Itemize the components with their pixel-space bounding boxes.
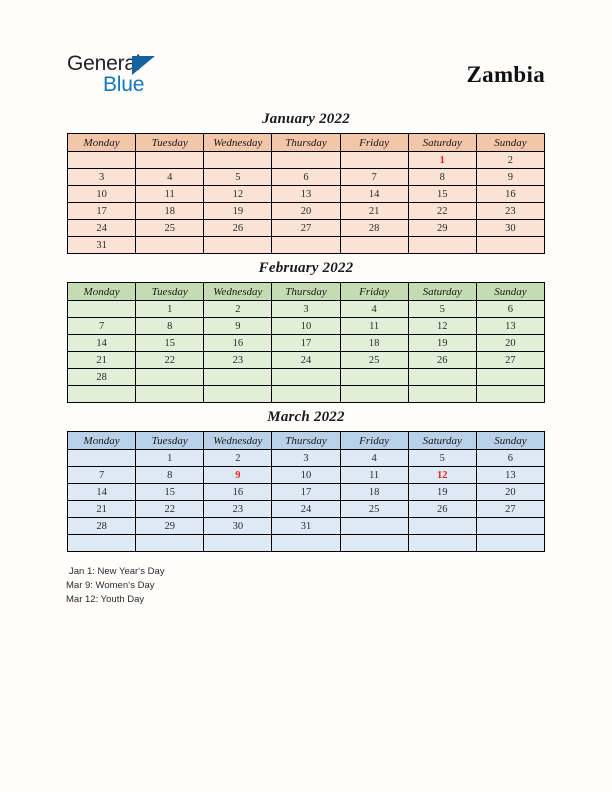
weekday-header-friday: Friday (340, 432, 408, 450)
weekday-header-friday: Friday (340, 134, 408, 152)
day-cell: 21 (68, 501, 136, 518)
day-cell: 24 (272, 352, 340, 369)
weekday-header-row (68, 134, 545, 152)
day-cell-empty (204, 237, 272, 254)
day-cell: 8 (136, 318, 204, 335)
weekday-header-tuesday: Tuesday (136, 134, 204, 152)
day-cell: 19 (204, 203, 272, 220)
day-cell-empty (68, 450, 136, 467)
day-cell: 18 (340, 335, 408, 352)
day-cell: 28 (68, 518, 136, 535)
day-cell: 11 (340, 318, 408, 335)
legend-item: Mar 9: Women‘s Day (66, 580, 155, 591)
legend-item: Mar 12: Youth Day (66, 594, 145, 605)
day-cell-empty (136, 386, 204, 403)
day-cell-empty (204, 152, 272, 169)
day-cell: 4 (340, 450, 408, 467)
day-cell: 15 (136, 484, 204, 501)
day-cell-empty (204, 535, 272, 552)
day-cell: 8 (408, 169, 476, 186)
day-cell-empty (136, 535, 204, 552)
day-cell: 27 (476, 501, 544, 518)
day-cell: 13 (476, 318, 544, 335)
day-cell: 20 (476, 484, 544, 501)
day-cell: 4 (340, 301, 408, 318)
day-cell: 3 (68, 169, 136, 186)
day-cell-empty (340, 386, 408, 403)
day-cell: 9 (204, 318, 272, 335)
week-row (68, 169, 545, 186)
day-cell: 22 (136, 501, 204, 518)
day-cell-empty (476, 386, 544, 403)
day-cell: 12 (204, 186, 272, 203)
day-cell: 5 (408, 301, 476, 318)
day-cell: 1 (136, 450, 204, 467)
day-cell: 30 (476, 220, 544, 237)
day-cell: 1 (136, 301, 204, 318)
weekday-header-friday: Friday (340, 283, 408, 301)
day-cell: 26 (408, 352, 476, 369)
week-row (68, 186, 545, 203)
day-cell-empty (136, 369, 204, 386)
weekday-header-thursday: Thursday (272, 432, 340, 450)
week-row (68, 535, 545, 552)
month-title: March 2022 (267, 409, 345, 425)
day-cell: 5 (204, 169, 272, 186)
day-cell: 12 (408, 318, 476, 335)
day-cell: 23 (476, 203, 544, 220)
day-cell-empty (408, 535, 476, 552)
day-cell: 15 (136, 335, 204, 352)
day-cell-empty (272, 237, 340, 254)
general-blue-logo (67, 52, 247, 98)
day-cell: 19 (408, 484, 476, 501)
week-row (68, 237, 545, 254)
day-cell: 21 (68, 352, 136, 369)
day-cell: 28 (68, 369, 136, 386)
day-cell-empty (340, 535, 408, 552)
day-cell: 16 (476, 186, 544, 203)
day-cell-empty (272, 535, 340, 552)
day-cell-empty (136, 152, 204, 169)
day-cell: 17 (272, 484, 340, 501)
day-cell: 23 (204, 501, 272, 518)
calendar-body (68, 432, 545, 552)
holiday-legend (66, 565, 366, 607)
week-row (68, 467, 545, 484)
calendar-table-march (67, 431, 545, 552)
week-row (68, 484, 545, 501)
day-cell: 6 (272, 169, 340, 186)
calendar-body (68, 283, 545, 403)
month-block-january (67, 110, 545, 254)
day-cell: 16 (204, 484, 272, 501)
day-cell-empty (204, 369, 272, 386)
day-cell: 22 (408, 203, 476, 220)
week-row (68, 501, 545, 518)
day-cell: 11 (136, 186, 204, 203)
day-cell-empty (408, 237, 476, 254)
day-cell: 3 (272, 450, 340, 467)
day-cell: 27 (272, 220, 340, 237)
weekday-header-monday: Monday (68, 283, 136, 301)
logo-text-blue: Blue (103, 73, 145, 96)
week-row (68, 450, 545, 467)
day-cell: 4 (136, 169, 204, 186)
day-cell: 27 (476, 352, 544, 369)
day-cell: 23 (204, 352, 272, 369)
day-cell: 14 (68, 484, 136, 501)
day-cell: 15 (408, 186, 476, 203)
day-cell: 9 (476, 169, 544, 186)
day-cell: 28 (340, 220, 408, 237)
weekday-header-tuesday: Tuesday (136, 283, 204, 301)
day-cell-empty (476, 535, 544, 552)
day-cell: 7 (68, 318, 136, 335)
week-row (68, 220, 545, 237)
logo-text-general: General (67, 52, 141, 75)
day-cell: 7 (340, 169, 408, 186)
day-cell-empty (476, 518, 544, 535)
weekday-header-saturday: Saturday (408, 432, 476, 450)
calendar-table-january (67, 133, 545, 254)
day-cell-empty (408, 518, 476, 535)
day-cell: 7 (68, 467, 136, 484)
day-cell: 29 (408, 220, 476, 237)
weekday-header-row (68, 283, 545, 301)
legend-item: Jan 1: New Year‘s Day (69, 566, 165, 577)
day-cell-empty (340, 237, 408, 254)
day-cell: 6 (476, 450, 544, 467)
page-header (0, 0, 612, 105)
day-cell-empty (408, 369, 476, 386)
day-cell: 8 (136, 467, 204, 484)
day-cell-holiday: 12 (408, 467, 476, 484)
day-cell-empty (476, 369, 544, 386)
day-cell: 17 (272, 335, 340, 352)
weekday-header-thursday: Thursday (272, 134, 340, 152)
day-cell: 2 (476, 152, 544, 169)
day-cell: 2 (204, 301, 272, 318)
day-cell: 11 (340, 467, 408, 484)
week-row (68, 369, 545, 386)
page-title: Zambia (466, 62, 545, 87)
day-cell: 17 (68, 203, 136, 220)
day-cell: 25 (340, 352, 408, 369)
day-cell-empty (340, 369, 408, 386)
day-cell-empty (408, 386, 476, 403)
day-cell: 10 (272, 467, 340, 484)
day-cell: 20 (272, 203, 340, 220)
month-title: January 2022 (262, 111, 350, 127)
weekday-header-sunday: Sunday (476, 432, 544, 450)
day-cell-empty (204, 386, 272, 403)
week-row (68, 335, 545, 352)
weekday-header-tuesday: Tuesday (136, 432, 204, 450)
day-cell-empty (340, 152, 408, 169)
day-cell: 21 (340, 203, 408, 220)
day-cell: 24 (68, 220, 136, 237)
weekday-header-sunday: Sunday (476, 283, 544, 301)
day-cell: 5 (408, 450, 476, 467)
week-row (68, 518, 545, 535)
month-block-march (67, 408, 545, 552)
day-cell-empty (272, 369, 340, 386)
day-cell-empty (68, 535, 136, 552)
day-cell: 19 (408, 335, 476, 352)
day-cell: 18 (136, 203, 204, 220)
day-cell-empty (68, 386, 136, 403)
day-cell-empty (68, 152, 136, 169)
day-cell: 10 (68, 186, 136, 203)
week-row (68, 301, 545, 318)
day-cell: 26 (204, 220, 272, 237)
day-cell: 6 (476, 301, 544, 318)
day-cell: 3 (272, 301, 340, 318)
month-block-february (67, 259, 545, 403)
week-row (68, 318, 545, 335)
day-cell-holiday: 1 (408, 152, 476, 169)
day-cell-empty (476, 237, 544, 254)
weekday-header-monday: Monday (68, 134, 136, 152)
weekday-header-monday: Monday (68, 432, 136, 450)
day-cell-holiday: 9 (204, 467, 272, 484)
day-cell: 20 (476, 335, 544, 352)
day-cell: 30 (204, 518, 272, 535)
day-cell: 18 (340, 484, 408, 501)
calendar-table-february (67, 282, 545, 403)
weekday-header-wednesday: Wednesday (204, 134, 272, 152)
day-cell-empty (272, 152, 340, 169)
day-cell: 14 (340, 186, 408, 203)
weekday-header-wednesday: Wednesday (204, 283, 272, 301)
day-cell: 22 (136, 352, 204, 369)
day-cell: 13 (476, 467, 544, 484)
month-title: February 2022 (258, 260, 354, 276)
weekday-header-row (68, 432, 545, 450)
day-cell-empty (340, 518, 408, 535)
day-cell: 26 (408, 501, 476, 518)
day-cell: 24 (272, 501, 340, 518)
weekday-header-saturday: Saturday (408, 283, 476, 301)
weekday-header-wednesday: Wednesday (204, 432, 272, 450)
day-cell: 25 (136, 220, 204, 237)
day-cell: 14 (68, 335, 136, 352)
day-cell: 10 (272, 318, 340, 335)
week-row (68, 203, 545, 220)
weekday-header-sunday: Sunday (476, 134, 544, 152)
calendar-body (68, 134, 545, 254)
week-row (68, 152, 545, 169)
day-cell: 31 (272, 518, 340, 535)
day-cell: 13 (272, 186, 340, 203)
day-cell: 31 (68, 237, 136, 254)
week-row (68, 386, 545, 403)
day-cell-empty (136, 237, 204, 254)
day-cell: 25 (340, 501, 408, 518)
week-row (68, 352, 545, 369)
weekday-header-saturday: Saturday (408, 134, 476, 152)
day-cell: 29 (136, 518, 204, 535)
weekday-header-thursday: Thursday (272, 283, 340, 301)
day-cell: 16 (204, 335, 272, 352)
day-cell: 2 (204, 450, 272, 467)
day-cell-empty (68, 301, 136, 318)
day-cell-empty (272, 386, 340, 403)
